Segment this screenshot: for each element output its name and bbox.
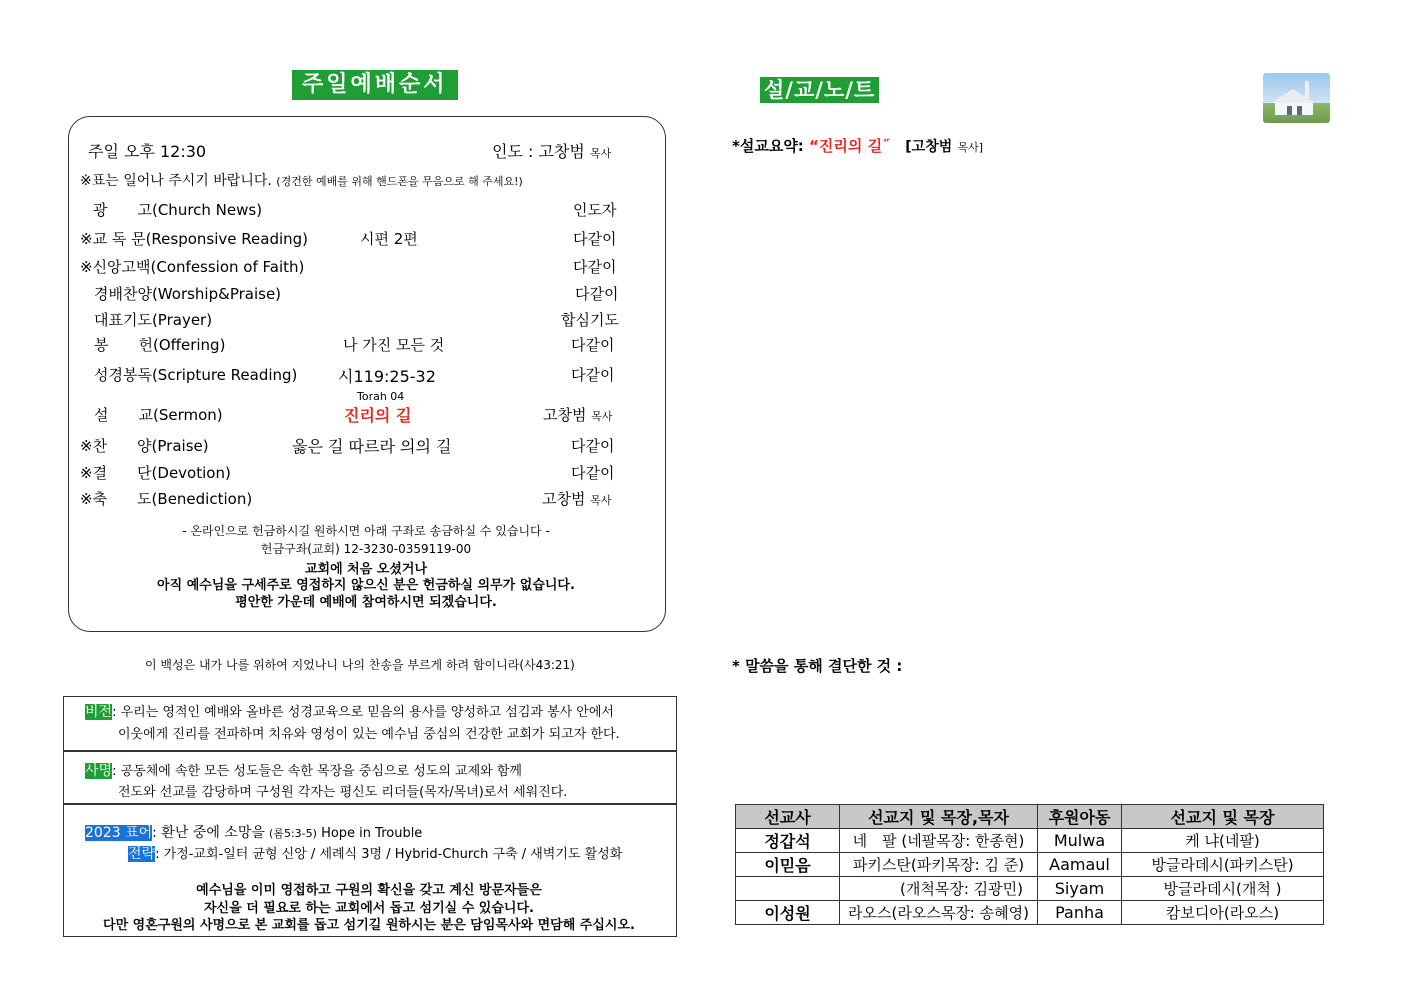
order-item-name: 봉 헌(Offering) (94, 336, 226, 354)
visitor-line: 평안한 가운데 예배에 참여하시면 되겠습니다. (235, 595, 497, 610)
missionary-table (735, 804, 1324, 925)
order-item-name: ※교 독 문(Responsive Reading) (80, 230, 309, 248)
newcomer-line: 예수님을 이미 영접하고 구원의 확신을 갖고 계신 방문자들은 (196, 883, 542, 898)
table-cell: 케 냐(네팔) (1122, 829, 1324, 853)
order-item-name: 경배찬양(Worship&Praise) (94, 285, 282, 303)
order-item-by: 다같이 (571, 336, 615, 354)
order-item-name: ※찬 양(Praise) (80, 437, 209, 455)
table-cell: 방글라데시(파키스탄) (1122, 853, 1324, 877)
order-item-name: 대표기도(Prayer) (94, 311, 213, 329)
vision-text: 비전: 우리는 영적인 예배와 올바른 성경교육으로 믿음의 용사를 양성하고 섬김과 봉사 안에서 (85, 704, 614, 720)
table-cell: 정갑석 (736, 829, 840, 853)
order-item-name: 설 교(Sermon) (94, 406, 223, 424)
order-item-by: 다같이 (573, 230, 617, 248)
order-item-by: 고창범 목사 (542, 490, 612, 508)
table-cell: Siyam (1038, 877, 1122, 901)
table-cell (736, 877, 840, 901)
worship-order-title: 주일예배순서 (292, 70, 458, 100)
table-row (736, 829, 1324, 853)
worship-time: 주일 오후 12:30 (88, 142, 207, 161)
decision-label: * 말씀을 통해 결단한 것 : (732, 657, 903, 675)
order-item-name: ※결 단(Devotion) (80, 464, 231, 482)
sermon-note-title: 설/교/노/트 (760, 77, 879, 103)
table-header: 선교지 및 목장,목자 (840, 805, 1038, 829)
online-note: - 온라인으로 헌금하시길 원하시면 아래 구좌로 송금하실 수 있습니다 - (182, 524, 550, 538)
offering-account: 헌금구좌(교회) 12-3230-0359119-00 (260, 542, 472, 556)
order-item-by: 고창범 목사 (543, 406, 613, 424)
table-cell: 파키스탄(파키목장: 김 준) (840, 853, 1038, 877)
order-item-by: 다같이 (573, 258, 617, 276)
sermon-summary: *설교요약: “진리의 길˝ [고창범 목사] (732, 137, 984, 155)
year-strategy: 전략: 가정-교회-일터 균형 신앙 / 세례식 3명 / Hybrid-Church 구축 / 새벽기도 활성화 (128, 846, 623, 862)
table-cell: 이믿음 (736, 853, 840, 877)
order-item-detail: 나 가진 모든 것 (343, 336, 445, 354)
table-header: 후원아동 (1038, 805, 1122, 829)
order-item-by: 다같이 (571, 464, 615, 482)
order-item-by: 다같이 (571, 437, 615, 455)
order-item-detail: 시편 2편 (360, 230, 418, 248)
table-cell: Aamaul (1038, 853, 1122, 877)
table-cell: 방글라데시(개척 ) (1122, 877, 1324, 901)
church-building-icon (1263, 73, 1330, 123)
table-cell: 이성원 (736, 901, 840, 925)
order-item-name: 광 고(Church News) (93, 201, 263, 219)
stand-note: ※표는 일어나 주시기 바랍니다. (경건한 예배를 위해 핸드폰을 무음으로 해 주세요!) (80, 173, 523, 189)
sermon-title: 진리의 길 (344, 406, 412, 425)
worship-leader: 인도 : 고창범 목사 (492, 142, 612, 161)
order-item-by: 합심기도 (561, 311, 619, 329)
table-cell: (개척목장: 김광민) (840, 877, 1038, 901)
order-item-by: 다같이 (575, 285, 619, 303)
table-cell: 라오스(라오스목장: 송혜영) (840, 901, 1038, 925)
order-item-detail: 시119:25-32 (338, 367, 436, 386)
table-row (736, 877, 1324, 901)
table-cell: Mulwa (1038, 829, 1122, 853)
table-cell: 캄보디아(라오스) (1122, 901, 1324, 925)
order-item-detail: 옳은 길 따르라 의의 길 (292, 437, 452, 456)
mission-text-2: 전도와 선교를 감당하며 구성원 각자는 평신도 리더들(목자/목녀)로서 세워진다. (118, 785, 568, 800)
table-cell: Panha (1038, 901, 1122, 925)
order-item-name: 성경봉독(Scripture Reading) (94, 366, 298, 384)
year-motto: 2023 표어: 환난 중에 소망을 (롬5:3-5) Hope in Trouble (85, 825, 423, 841)
table-cell: 네 팔 (네팔목장: 한종현) (840, 829, 1038, 853)
table-row (736, 853, 1324, 877)
order-item-by: 다같이 (571, 366, 615, 384)
order-item-by: 인도자 (573, 201, 617, 219)
table-row (736, 901, 1324, 925)
vision-text-2: 이웃에게 진리를 전파하며 치유와 영성이 있는 예수님 중심의 건강한 교회가 되고자 한다. (118, 727, 620, 742)
church-building-icon (1263, 73, 1330, 123)
mission-text: 사명: 공동체에 속한 모든 성도들은 속한 목장을 중심으로 성도의 교제와 함께 (85, 763, 522, 779)
order-item-name: ※신앙고백(Confession of Faith) (80, 258, 305, 276)
table-header: 선교사 (736, 805, 840, 829)
table-header: 선교지 및 목장 (1122, 805, 1324, 829)
visitor-line: 교회에 처음 오셨거나 (304, 562, 428, 577)
newcomer-line: 다만 영혼구원의 사명으로 본 교회를 돕고 섬기길 원하시는 분은 담임목사와 면담해 주십시오. (103, 918, 635, 933)
newcomer-line: 자신을 더 필요로 하는 교회에서 돕고 섬기실 수 있습니다. (204, 901, 534, 916)
scripture-verse: 이 백성은 내가 나를 위하여 지었나니 나의 찬송을 부르게 하려 함이니라(사43:21) (145, 658, 575, 672)
table-header-row (736, 805, 1324, 829)
order-item-name: ※축 도(Benediction) (80, 490, 253, 508)
visitor-line: 아직 예수님을 구세주로 영접하지 않으신 분은 헌금하실 의무가 없습니다. (157, 578, 575, 593)
sermon-series: Torah 04 (357, 390, 405, 403)
